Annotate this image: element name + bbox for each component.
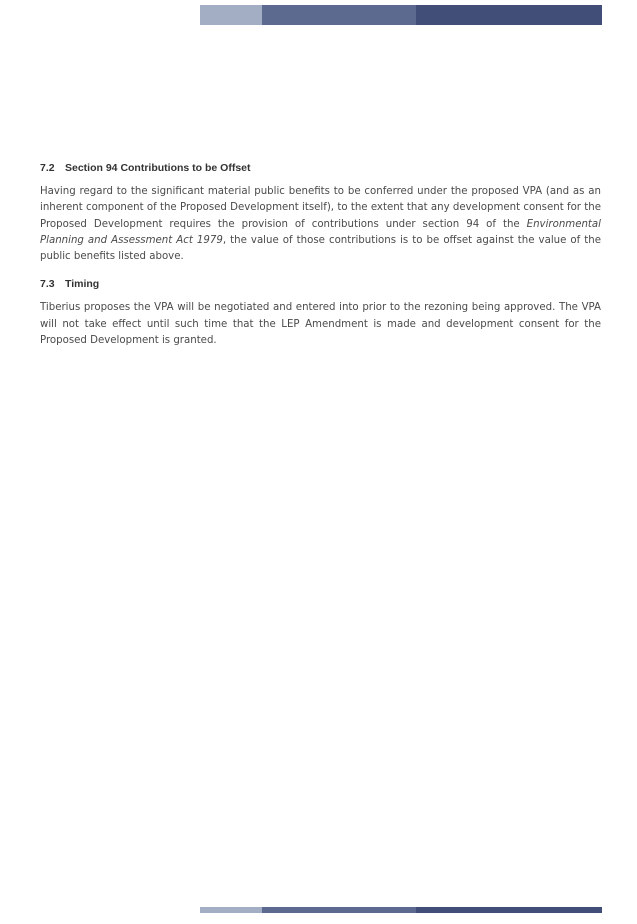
section-7-3 [40, 277, 601, 349]
section-title: Timing [65, 278, 100, 291]
footer-band-segment-light [200, 907, 262, 913]
document-body [40, 161, 601, 361]
section-number: 7.3 [40, 278, 55, 291]
footer-band-segment-mid [262, 907, 416, 913]
section-7-2-heading [40, 161, 601, 175]
header-band-segment-light [200, 5, 262, 25]
act-title-italic: Environmental Planning and Assessment Act 1979 [40, 218, 601, 246]
section-number: 7.2 [40, 162, 55, 174]
section-7-3-paragraph: Tiberius proposes the VPA will be negotiated and entered into prior to the rezoning being approved. The VPA will not take effect until such time that the LEP Amendment is made and development consent for the Proposed Development is granted. [40, 302, 601, 347]
header-color-band [200, 5, 602, 25]
section-7-2 [40, 161, 601, 265]
header-band-segment-mid [262, 5, 416, 25]
section-7-2-paragraph [40, 184, 601, 265]
paragraph-text-before-italic: Having regard to the significant material public benefits to be conferred under the proposed VPA (and as an inherent component of the Proposed Development itself), to the extent that any development consent for the Proposed Development requires the provision of contributions under section 94 of the [40, 186, 601, 230]
paragraph-text-after-italic: , the value of those contributions is to be offset against the value of the public benefits listed above. [40, 234, 602, 263]
section-title: Section 94 Contributions to be Offset [65, 162, 251, 174]
section-7-3-heading [40, 277, 601, 291]
footer-color-band [200, 907, 602, 913]
header-band-segment-dark [416, 5, 602, 25]
footer-band-segment-dark [416, 907, 602, 913]
